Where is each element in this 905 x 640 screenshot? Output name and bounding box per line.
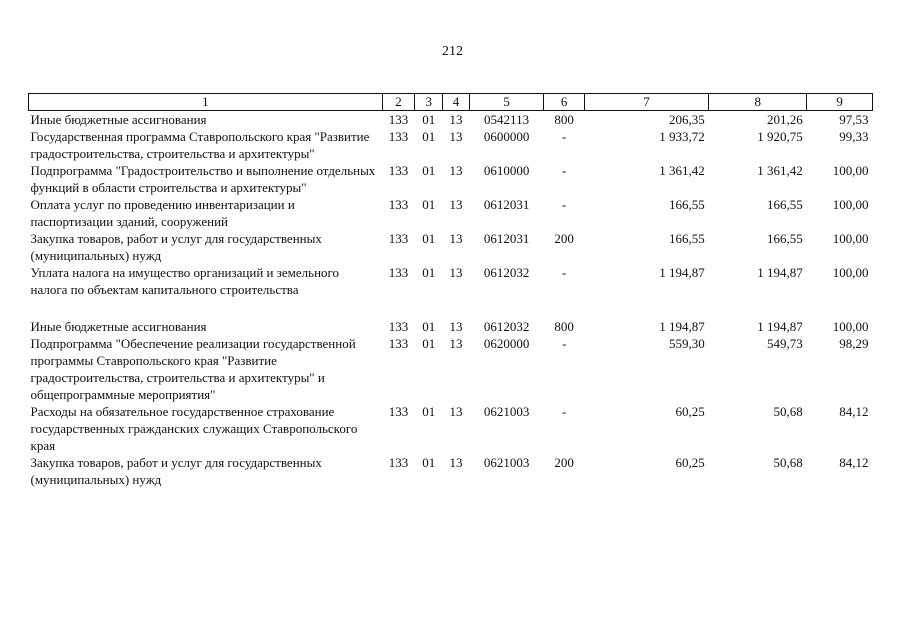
table-row (29, 335, 873, 403)
cell-plan: 166,55 (668, 197, 705, 212)
cell-type: 800 (554, 319, 574, 334)
cell-section: 01 (422, 455, 436, 470)
cell-subsection: 13 (449, 265, 463, 280)
cell-target: 0621003 (483, 455, 530, 470)
cell-percent: 100,00 (832, 231, 869, 246)
cell-type: - (562, 336, 567, 351)
cell-type: - (562, 163, 567, 178)
cell-plan: 1 933,72 (659, 129, 705, 144)
row-name: Уплата налога на имущество организаций и земельного налога по объектам капитального строительства (30, 265, 340, 297)
cell-actual: 50,68 (773, 455, 803, 470)
table-row (29, 298, 873, 335)
cell-target: 0610000 (483, 163, 530, 178)
cell-actual: 1 194,87 (757, 319, 803, 334)
cell-type: 200 (554, 231, 574, 246)
cell-subsection: 13 (449, 404, 463, 419)
cell-section: 01 (422, 319, 436, 334)
cell-percent: 84,12 (839, 404, 869, 419)
column-header: 2 (382, 94, 414, 111)
column-header: 7 (584, 94, 708, 111)
cell-target: 0542113 (484, 112, 530, 127)
column-header: 5 (469, 94, 544, 111)
cell-plan: 559,30 (668, 336, 705, 351)
cell-percent: 100,00 (832, 197, 869, 212)
cell-code: 133 (388, 319, 409, 334)
cell-subsection: 13 (449, 112, 463, 127)
table-row (29, 196, 873, 230)
cell-subsection: 13 (449, 319, 463, 334)
table-row (29, 264, 873, 298)
cell-percent: 100,00 (832, 163, 869, 178)
cell-plan: 60,25 (675, 455, 705, 470)
cell-type: - (562, 265, 567, 280)
cell-percent: 98,29 (839, 336, 869, 351)
cell-section: 01 (422, 163, 436, 178)
column-header: 3 (415, 94, 443, 111)
column-header: 8 (709, 94, 807, 111)
budget-table (28, 93, 873, 488)
row-name: Государственная программа Ставропольского края "Развитие градостроительства, строительства и архитектуры" (30, 129, 370, 161)
cell-section: 01 (422, 404, 436, 419)
cell-type: 200 (554, 455, 574, 470)
cell-subsection: 13 (449, 129, 463, 144)
cell-code: 133 (388, 129, 409, 144)
cell-code: 133 (388, 231, 409, 246)
cell-target: 0612032 (483, 265, 530, 280)
cell-code: 133 (388, 455, 409, 470)
cell-actual: 166,55 (766, 197, 803, 212)
column-header: 1 (29, 94, 383, 111)
cell-subsection: 13 (449, 336, 463, 351)
cell-plan: 1 194,87 (659, 319, 705, 334)
cell-target: 0621003 (483, 404, 530, 419)
table-row (29, 128, 873, 162)
cell-plan: 166,55 (668, 231, 705, 246)
cell-actual: 549,73 (766, 336, 803, 351)
cell-plan: 1 361,42 (659, 163, 705, 178)
cell-target: 0600000 (483, 129, 530, 144)
row-name: Расходы на обязательное государственное страхование государственных гражданских служащих Ставропольского края (30, 404, 358, 453)
cell-type: - (562, 197, 567, 212)
column-header: 4 (443, 94, 469, 111)
cell-code: 133 (388, 336, 409, 351)
cell-subsection: 13 (449, 231, 463, 246)
cell-percent: 99,33 (839, 129, 869, 144)
cell-section: 01 (422, 231, 436, 246)
cell-target: 0612031 (483, 231, 530, 246)
cell-actual: 201,26 (766, 112, 803, 127)
cell-code: 133 (388, 197, 409, 212)
cell-percent: 97,53 (839, 112, 869, 127)
column-header: 6 (544, 94, 584, 111)
cell-code: 133 (388, 112, 409, 127)
table-header-row (29, 94, 873, 111)
table-row (29, 111, 873, 129)
cell-plan: 1 194,87 (659, 265, 705, 280)
cell-percent: 100,00 (832, 265, 869, 280)
table-row (29, 454, 873, 488)
column-header: 9 (807, 94, 873, 111)
cell-actual: 1 194,87 (757, 265, 803, 280)
cell-subsection: 13 (449, 163, 463, 178)
cell-percent: 84,12 (839, 455, 869, 470)
row-name: Иные бюджетные ассигнования (30, 112, 207, 127)
cell-percent: 100,00 (832, 319, 869, 334)
row-name: Иные бюджетные ассигнования (30, 319, 207, 334)
table-row (29, 230, 873, 264)
table-row (29, 403, 873, 454)
cell-section: 01 (422, 197, 436, 212)
cell-section: 01 (422, 129, 436, 144)
row-name: Подпрограмма "Градостроительство и выполнение отдельных функций в области строительства и архитектуры" (30, 163, 376, 195)
cell-type: - (562, 404, 567, 419)
cell-target: 0612032 (483, 319, 530, 334)
cell-target: 0612031 (483, 197, 530, 212)
cell-plan: 206,35 (668, 112, 705, 127)
cell-section: 01 (422, 112, 436, 127)
page-number: 212 (442, 44, 463, 59)
cell-code: 133 (388, 163, 409, 178)
cell-target: 0620000 (483, 336, 530, 351)
row-name: Подпрограмма "Обеспечение реализации государственной программы Ставропольского края "Развитие градостроительства, строительства и архитектуры" и общепрограммные мероприятия" (30, 336, 356, 402)
cell-actual: 50,68 (773, 404, 803, 419)
table-row (29, 162, 873, 196)
cell-subsection: 13 (449, 455, 463, 470)
cell-plan: 60,25 (675, 404, 705, 419)
cell-subsection: 13 (449, 197, 463, 212)
cell-actual: 166,55 (766, 231, 803, 246)
cell-actual: 1 361,42 (757, 163, 803, 178)
cell-type: 800 (554, 112, 574, 127)
row-name: Закупка товаров, работ и услуг для государственных (муниципальных) нужд (30, 455, 322, 487)
cell-code: 133 (388, 404, 409, 419)
cell-section: 01 (422, 336, 436, 351)
cell-type: - (562, 129, 567, 144)
cell-actual: 1 920,75 (757, 129, 803, 144)
row-name: Закупка товаров, работ и услуг для государственных (муниципальных) нужд (30, 231, 322, 263)
cell-code: 133 (388, 265, 409, 280)
row-name: Оплата услуг по проведению инвентаризации и паспортизации зданий, сооружений (30, 197, 295, 229)
cell-section: 01 (422, 265, 436, 280)
